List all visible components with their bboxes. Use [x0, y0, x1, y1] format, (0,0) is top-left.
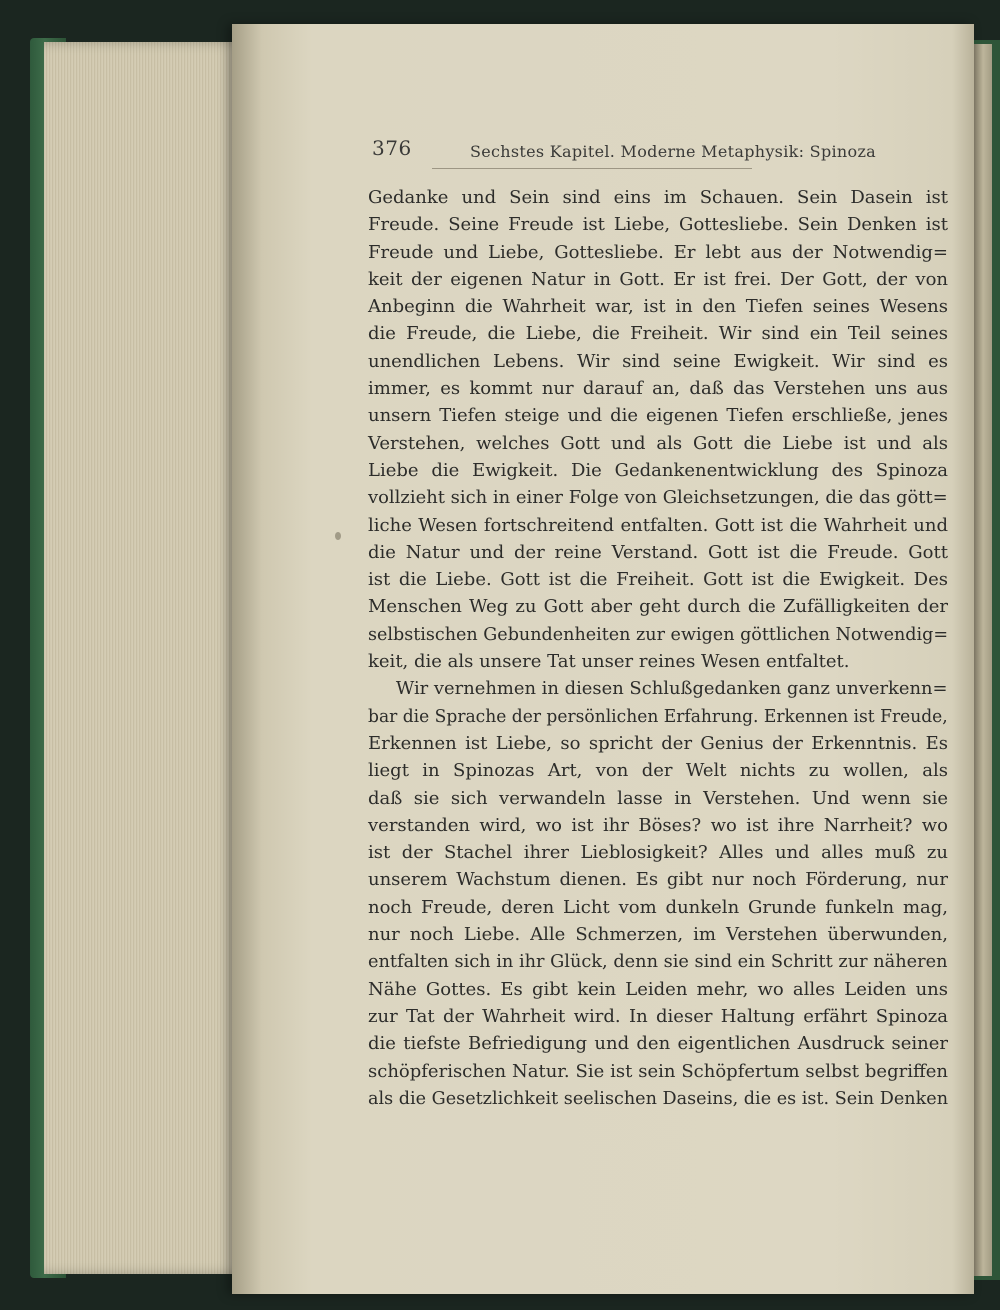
text-line: unserem Wachstum dienen. Es gibt nur noch Förderung, nur — [368, 869, 948, 891]
text-line: noch Freude, deren Licht vom dunkeln Grunde funkeln mag, — [368, 896, 948, 918]
text-line: Menschen Weg zu Gott aber geht durch die Zufälligkeiten der — [368, 596, 948, 618]
text-line: Freude. Seine Freude ist Liebe, Gottesliebe. Sein Denken ist — [368, 214, 948, 236]
paragraph-1 — [368, 184, 948, 675]
text-line: vollzieht sich in einer Folge von Gleichsetzungen, die das gött= — [368, 487, 948, 509]
page-blemish — [335, 532, 341, 540]
text-line: die Natur und der reine Verstand. Gott ist die Freude. Gott — [368, 541, 948, 563]
text-line: Gedanke und Sein sind eins im Schauen. Sein Dasein ist — [368, 187, 948, 208]
text-line: Nähe Gottes. Es gibt kein Leiden mehr, wo alles Leiden uns — [368, 978, 948, 1000]
text-line: als die Gesetzlichkeit seelischen Daseins, die es ist. Sein Denken — [368, 1087, 949, 1109]
text-line: schöpferischen Natur. Sie ist sein Schöpfertum selbst begriffen — [368, 1060, 948, 1082]
text-line: keit, die als unsere Tat unser reines Wesen entfaltet. — [368, 651, 850, 673]
text-line: bar die Sprache der persönlichen Erfahrung. Erkennen ist Freude, — [368, 705, 948, 727]
text-line: Liebe die Ewigkeit. Die Gedankenentwicklung des Spinoza — [368, 459, 948, 481]
text-line: zur Tat der Wahrheit wird. In dieser Haltung erfährt Spinoza — [368, 1005, 948, 1027]
page-block-edges — [44, 42, 244, 1274]
text-line: nur noch Liebe. Alle Schmerzen, im Verstehen überwunden, — [368, 924, 948, 946]
header-rule — [432, 168, 752, 169]
running-head: Sechstes Kapitel. Moderne Metaphysik: Spinoza — [470, 142, 877, 161]
text-line: die tiefste Befriedigung und den eigentlichen Ausdruck seiner — [368, 1033, 948, 1055]
text-line: die Freude, die Liebe, die Freiheit. Wir sind ein Teil seines — [368, 323, 948, 345]
text-line: Erkennen ist Liebe, so spricht der Genius der Erkenntnis. Es — [368, 732, 948, 754]
paragraph-2 — [368, 675, 948, 1112]
page-number: 376 — [372, 136, 412, 160]
body-text — [368, 184, 948, 1112]
text-line: immer, es kommt nur darauf an, daß das Verstehen uns aus — [368, 378, 948, 400]
text-line: selbstischen Gebundenheiten zur ewigen göttlichen Notwendig= — [368, 623, 949, 645]
text-line: daß sie sich verwandeln lasse in Verstehen. Und wenn sie — [368, 787, 948, 809]
text-line: unendlichen Lebens. Wir sind seine Ewigkeit. Wir sind es — [368, 350, 948, 372]
text-line: unsern Tiefen steige und die eigenen Tiefen erschließe, jenes — [368, 405, 948, 427]
text-line: Wir vernehmen in diesen Schlußgedanken ganz unverkenn= — [395, 678, 948, 700]
text-line: Verstehen, welches Gott und als Gott die Liebe ist und als — [368, 432, 948, 454]
text-line: liche Wesen fortschreitend entfalten. Gott ist die Wahrheit und — [368, 514, 948, 536]
text-line: verstanden wird, wo ist ihr Böses? wo ist ihre Narrheit? wo — [368, 814, 948, 836]
page-header — [372, 132, 932, 172]
text-line: Freude und Liebe, Gottesliebe. Er lebt aus der Notwendig= — [368, 241, 948, 263]
text-line: ist der Stachel ihrer Lieblosigkeit? Alles und alles muß zu — [368, 842, 948, 864]
text-line: ist die Liebe. Gott ist die Freiheit. Gott ist die Ewigkeit. Des — [368, 569, 948, 591]
text-line: Anbeginn die Wahrheit war, ist in den Tiefen seines Wesens — [368, 296, 948, 318]
text-line: entfalten sich in ihr Glück, denn sie sind ein Schritt zur näheren — [368, 951, 948, 973]
text-line: keit der eigenen Natur in Gott. Er ist frei. Der Gott, der von — [368, 268, 948, 290]
text-line: liegt in Spinozas Art, von der Welt nichts zu wollen, als — [368, 760, 948, 782]
book-page — [232, 24, 974, 1294]
